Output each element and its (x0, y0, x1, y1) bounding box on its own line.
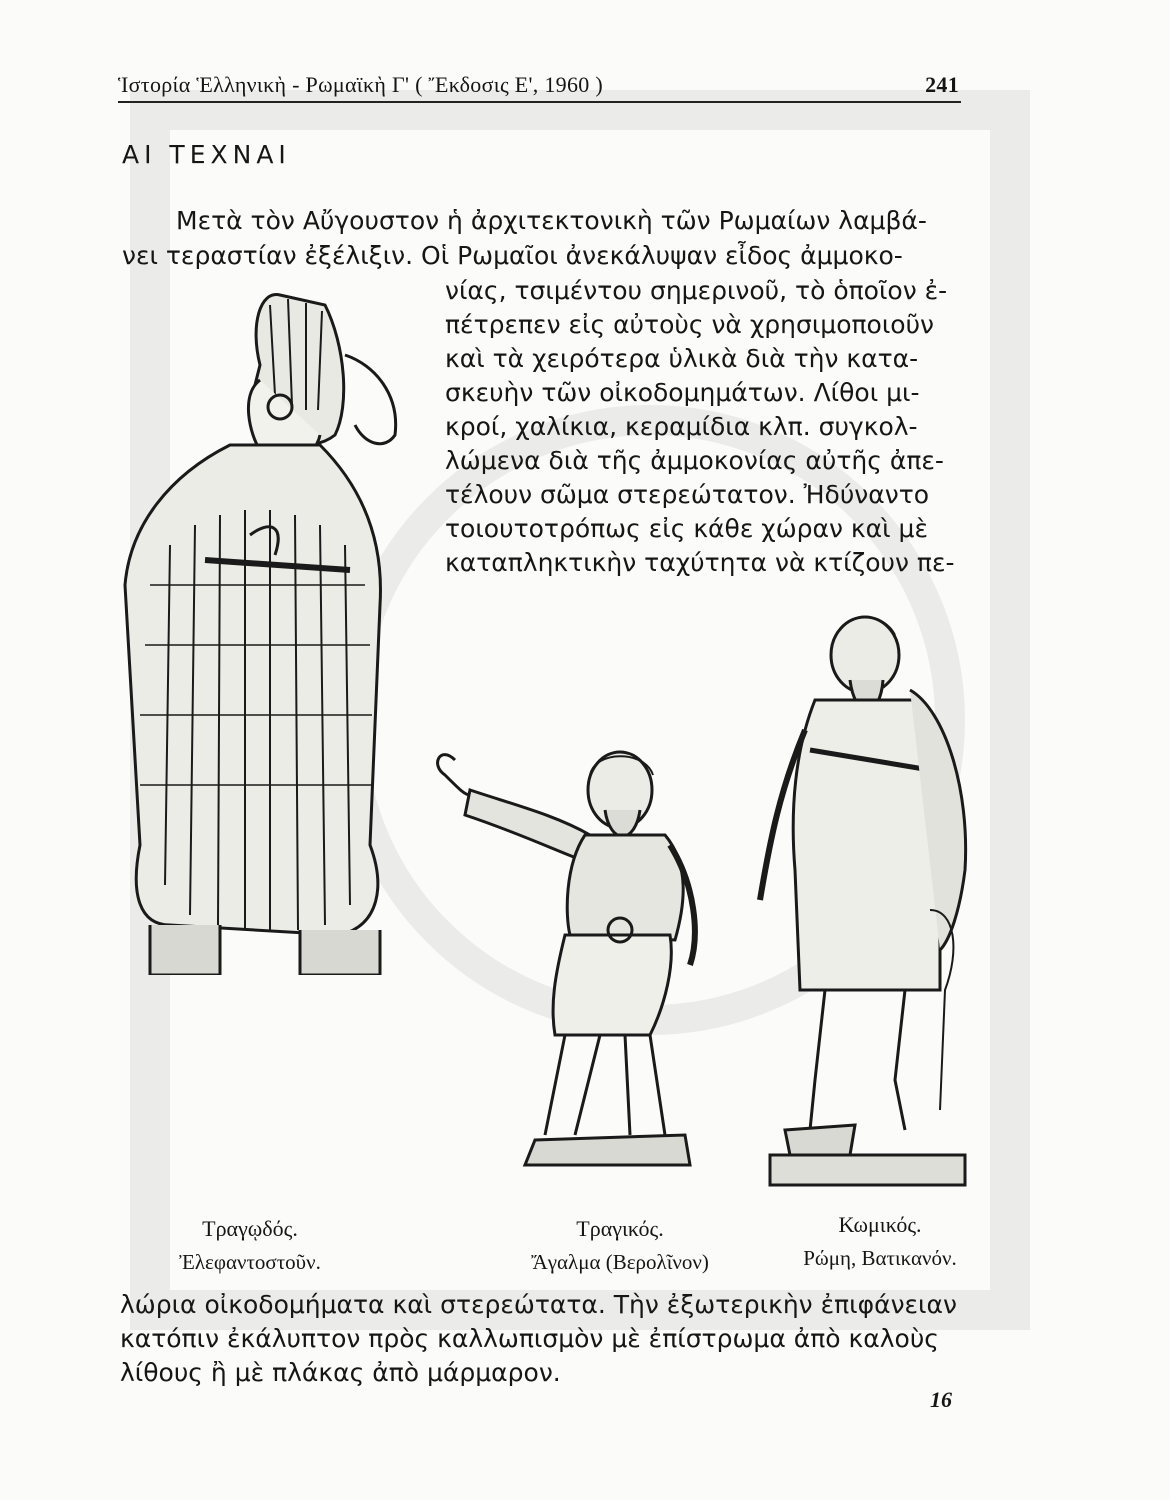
body-line: λώρια οἰκοδομήματα καὶ στερεώτατα. Τὴν ἐξωτερικὴν ἐπιφάνειαν (120, 1290, 957, 1319)
running-head (118, 66, 961, 100)
body-line: Μετὰ τὸν Αὔγουστον ἡ ἀρχιτεκτονικὴ τῶν Ρωμαίων λαμβά- (176, 206, 927, 235)
tragedian-ivory-illustration (110, 285, 410, 975)
figure-caption-tragikos (500, 1216, 740, 1275)
body-line: καὶ τὰ χειρότερα ὑλικὰ διὰ τὴν κατα- (445, 344, 919, 373)
tragic-actor-statue-illustration (425, 735, 715, 1170)
body-line: λίθους ἢ μὲ πλάκας ἀπὸ μάρμαρον. (120, 1358, 561, 1387)
figure-source: Ἐλεφαντοστοῦν. (179, 1250, 321, 1274)
body-line: τέλουν σῶμα στερεώτατον. Ἠδύναντο (445, 480, 930, 509)
body-line: κατόπιν ἐκάλυπτον πρὸς καλλωπισμὸν μὲ ἐπίστρωμα ἀπὸ καλοὺς (120, 1324, 939, 1353)
body-line: κροί, χαλίκια, κεραμίδια κλπ. συγκολ- (445, 412, 918, 441)
figure-source: Ἄγαλμα (Βερολῖνον) (531, 1250, 709, 1274)
header-rule (118, 101, 961, 103)
body-line: καταπληκτικὴν ταχύτητα νὰ κτίζουν πε- (445, 548, 955, 577)
figure-caption: Τραγικός. (576, 1216, 664, 1241)
figure-source: Ρώμη, Βατικανόν. (803, 1246, 957, 1270)
signature-mark: 16 (930, 1387, 952, 1412)
section-heading: ΑΙ ΤΕΧΝΑΙ (122, 140, 291, 169)
body-line: πέτρεπεν εἰς αὐτοὺς νὰ χρησιμοποιοῦν (445, 310, 935, 339)
body-line: νίας, τσιμέντου σημερινοῦ, τὸ ὁποῖον ἐ- (445, 276, 948, 305)
body-line: τοιουτοτρόπως εἰς κάθε χώραν καὶ μὲ (445, 514, 928, 543)
figure-caption: Κωμικός. (838, 1212, 922, 1237)
comic-actor-statue-illustration (755, 610, 980, 1195)
page-number: 241 (925, 72, 959, 97)
body-line: νει τεραστίαν ἐξέλιξιν. Οἱ Ρωμαῖοι ἀνεκάλυψαν εἶδος ἀμμοκο- (122, 241, 903, 270)
figure-caption-tragodos (150, 1216, 350, 1275)
figure-caption: Τραγῳδός. (202, 1216, 298, 1241)
body-line: λώμενα διὰ τῆς ἀμμοκονίας αὐτῆς ἀπε- (445, 446, 944, 475)
figure-caption-komikos (780, 1212, 980, 1271)
running-title: Ἱστορία Ἑλληνικὴ - Ρωμαϊκὴ Γ' ( Ἔκδοσις Ε', 1960 ) (118, 72, 603, 97)
body-line: σκευὴν τῶν οἰκοδομημάτων. Λίθοι μι- (445, 378, 920, 407)
